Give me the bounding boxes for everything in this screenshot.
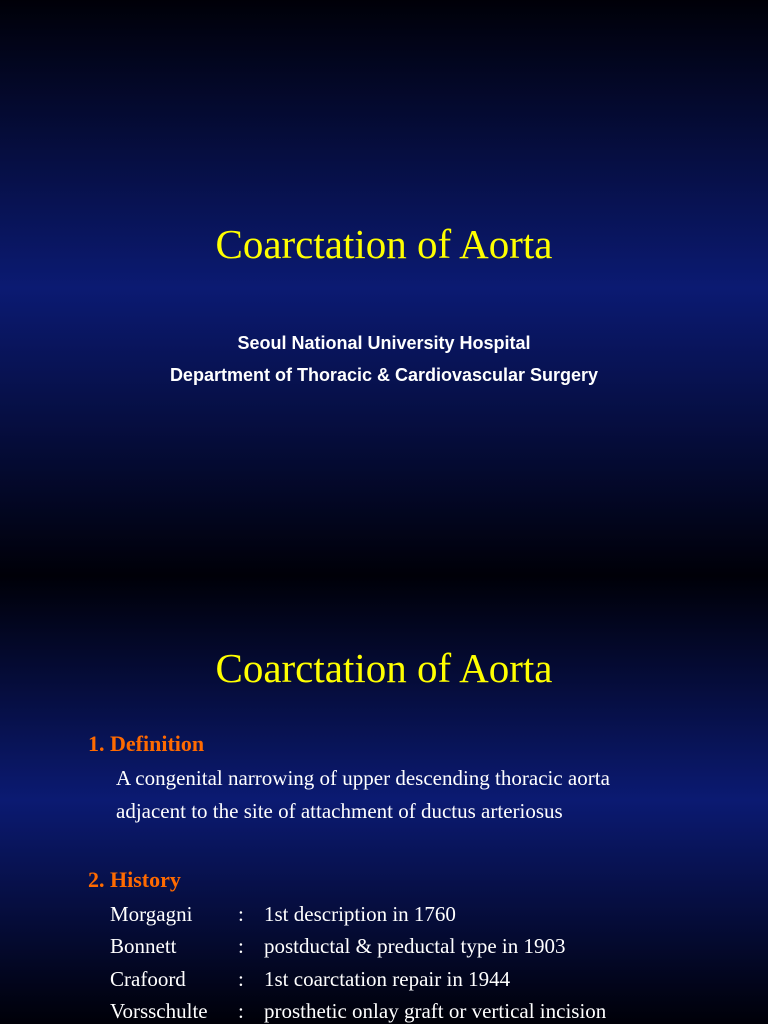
history-name: Bonnett (110, 934, 177, 958)
history-entry (0, 902, 768, 932)
history-description: postductal & preductal type in 1903 (264, 934, 566, 958)
institution-name: Seoul National University Hospital (237, 333, 531, 353)
history-heading: 2. History (88, 867, 181, 892)
history-separator: : (238, 902, 244, 926)
department-name: Department of Thoracic & Cardiovascular Surgery (169, 365, 599, 385)
slide-title: Coarctation of Aorta (215, 221, 553, 267)
history-separator: : (238, 967, 244, 991)
definition-line: adjacent to the site of attachment of ductus arteriosus (116, 799, 563, 823)
history-entry (0, 967, 768, 997)
history-name: Morgagni (110, 902, 193, 926)
history-entry (0, 934, 768, 964)
history-separator: : (238, 999, 244, 1023)
history-description: 1st description in 1760 (264, 902, 456, 926)
history-name: Vorsschulte (110, 999, 208, 1023)
history-description: prosthetic onlay graft or vertical incision (264, 999, 607, 1023)
history-name: Crafoord (110, 967, 186, 991)
content-slide (0, 576, 768, 1024)
definition-line: A congenital narrowing of upper descending thoracic aorta (116, 766, 610, 790)
history-separator: : (238, 934, 244, 958)
definition-heading: 1. Definition (88, 731, 205, 756)
slide-title: Coarctation of Aorta (215, 645, 553, 691)
history-entry (0, 999, 768, 1024)
history-description: 1st coarctation repair in 1944 (264, 967, 511, 991)
